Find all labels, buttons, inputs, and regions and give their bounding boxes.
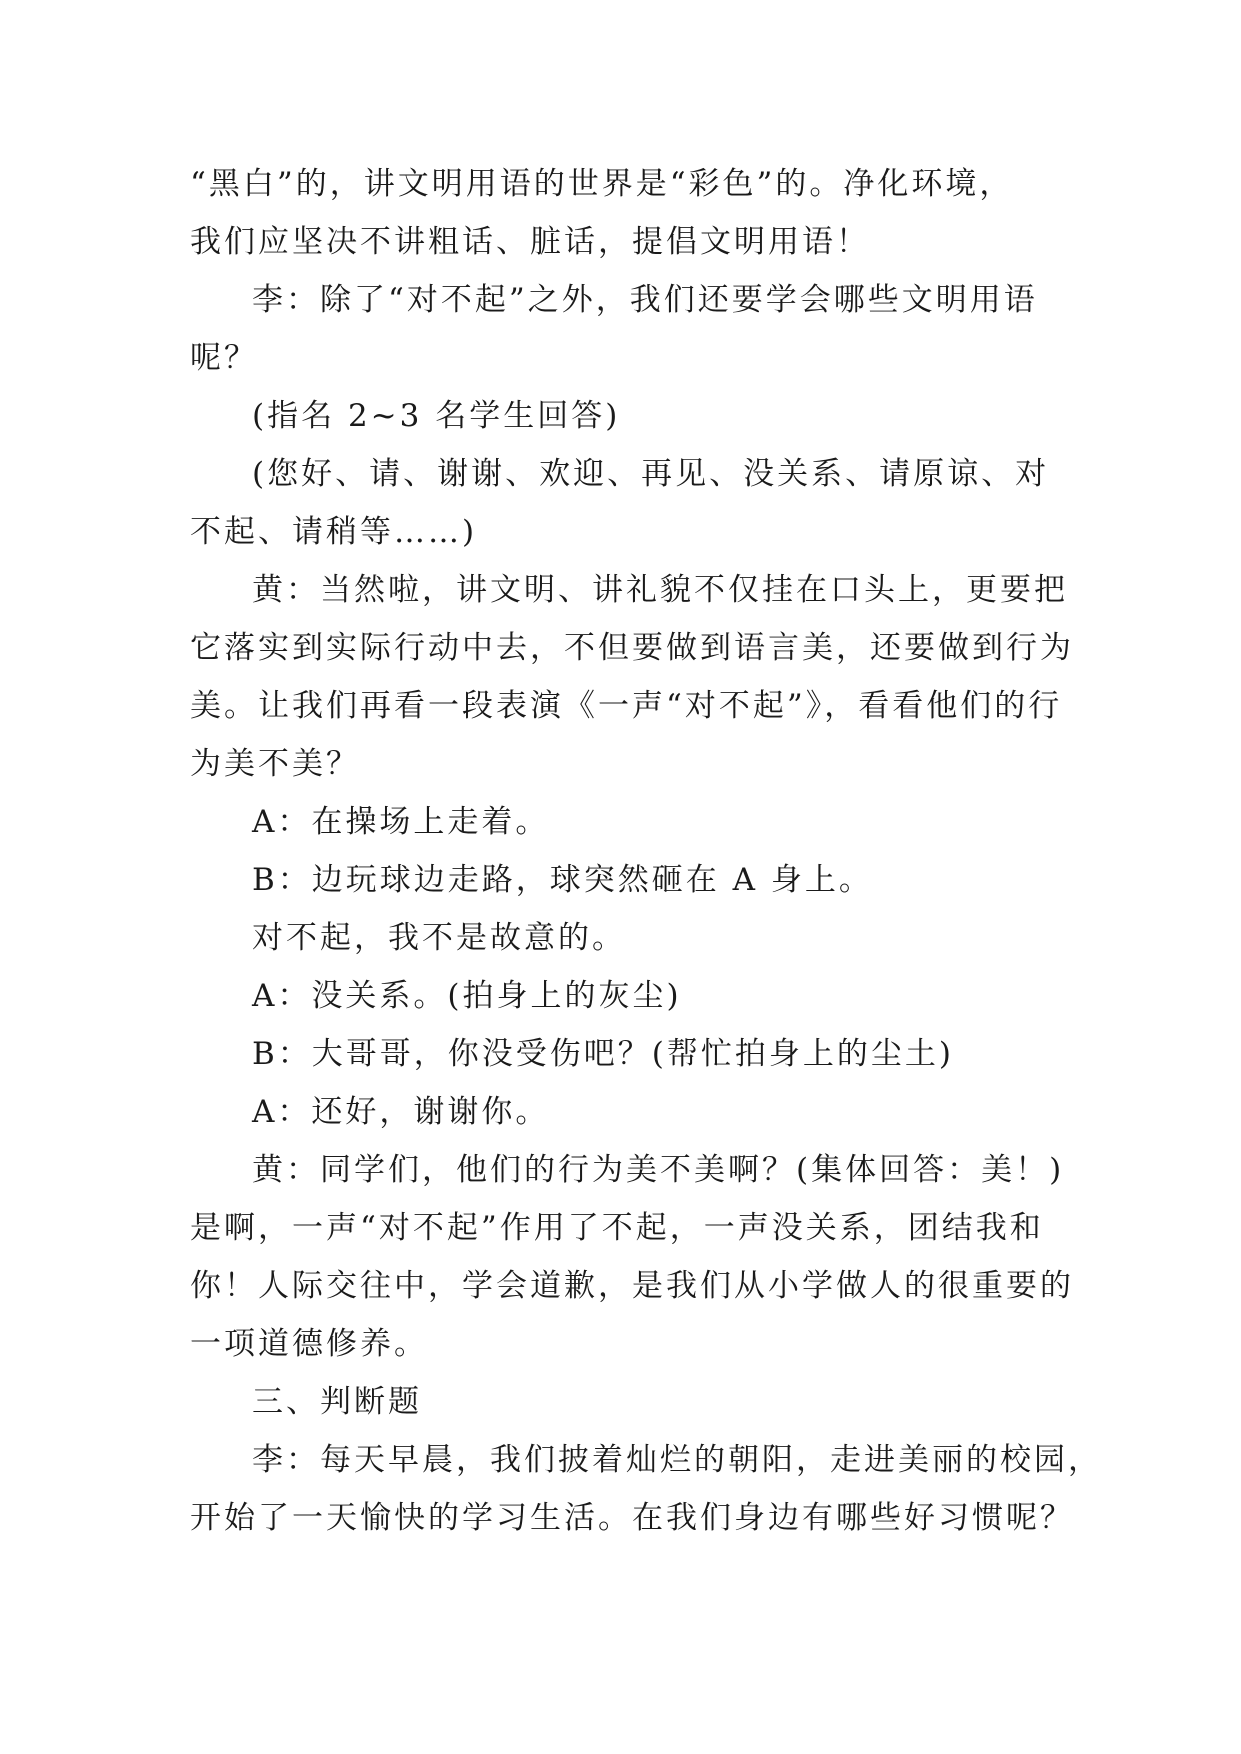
text-line-5: (指名 2~3 名学生回答)	[252, 398, 621, 434]
text-line-17: A：还好，谢谢你。	[252, 1094, 550, 1130]
text-line-15: A：没关系。(拍身上的灰尘)	[252, 978, 682, 1014]
text-line-1: “黑白”的，讲文明用语的世界是“彩色”的。净化环境，	[190, 166, 1014, 202]
text-line-24: 开始了一天愉快的学习生活。在我们身边有哪些好习惯呢？	[190, 1500, 1074, 1536]
text-line-6: (您好、请、谢谢、欢迎、再见、没关系、请原谅、对	[252, 456, 1050, 492]
text-line-4: 呢？	[190, 340, 258, 376]
text-line-18: 黄：同学们，他们的行为美不美啊？(集体回答：美！)	[252, 1152, 1065, 1188]
text-line-12: A：在操场上走着。	[252, 804, 550, 840]
text-line-13: B：边玩球边走路，球突然砸在 A 身上。	[252, 862, 873, 898]
text-line-21: 一项道德修养。	[190, 1326, 428, 1362]
text-line-23: 李：每天早晨，我们披着灿烂的朝阳，走进美丽的校园，	[252, 1442, 1102, 1478]
text-line-8: 黄：当然啦，讲文明、讲礼貌不仅挂在口头上，更要把	[252, 572, 1068, 608]
text-line-19: 是啊，一声“对不起”作用了不起，一声没关系，团结我和	[190, 1210, 1044, 1246]
text-line-2: 我们应坚决不讲粗话、脏话，提倡文明用语！	[190, 224, 870, 260]
text-line-7: 不起、请稍等……)	[190, 514, 478, 550]
text-line-10: 美。让我们再看一段表演《一声“对不起”》，看看他们的行	[190, 688, 1063, 724]
text-line-20: 你！人际交往中，学会道歉，是我们从小学做人的很重要的	[190, 1268, 1074, 1304]
text-line-9: 它落实到实际行动中去，不但要做到语言美，还要做到行为	[190, 630, 1074, 666]
text-line-22: 三、判断题	[252, 1384, 422, 1420]
text-line-3: 李：除了“对不起”之外，我们还要学会哪些文明用语	[252, 282, 1038, 318]
text-line-11: 为美不美？	[190, 746, 360, 782]
text-line-16: B：大哥哥，你没受伤吧？(帮忙拍身上的尘土)	[252, 1036, 954, 1072]
text-line-14: 对不起，我不是故意的。	[252, 920, 626, 956]
